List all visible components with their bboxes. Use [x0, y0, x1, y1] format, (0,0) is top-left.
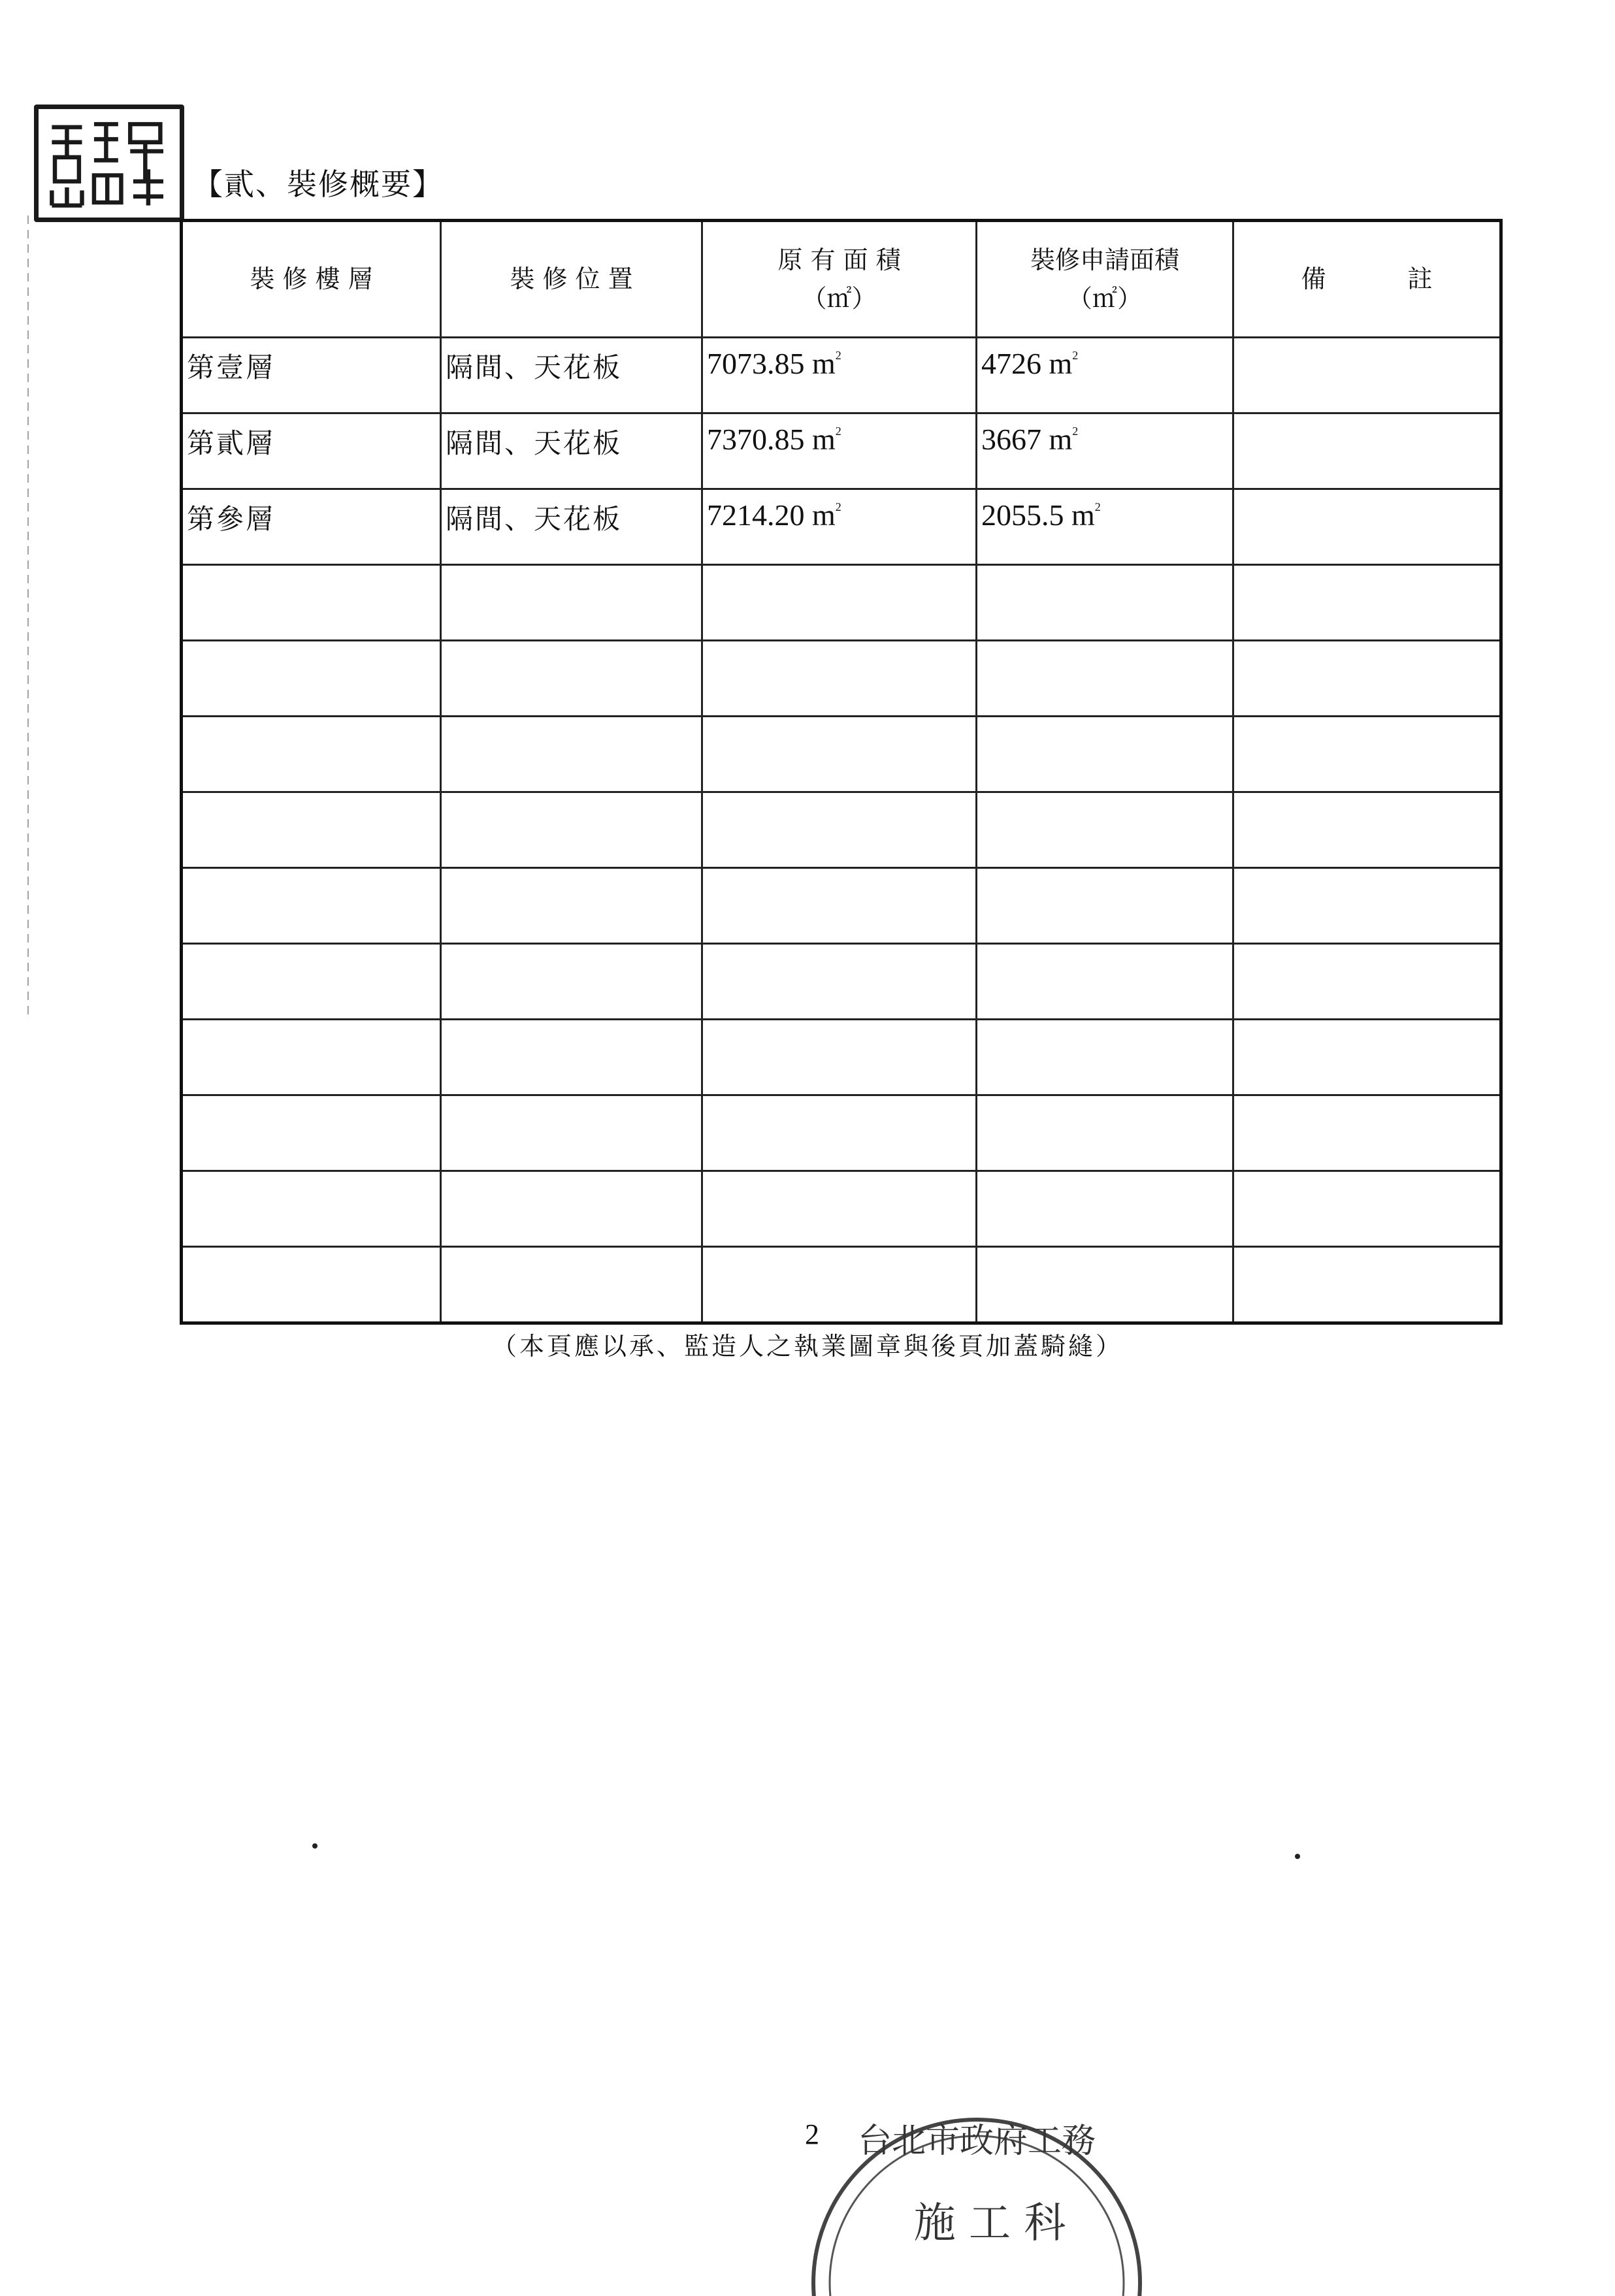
table-row-empty — [182, 868, 1501, 944]
area-unit-superscript: 2 — [835, 349, 841, 362]
original-area-value: 7073.85 m — [707, 347, 836, 380]
table-row-empty — [182, 792, 1501, 868]
cell-location — [441, 413, 702, 489]
binding-margin-mark — [27, 216, 29, 1019]
cell-floor — [182, 1020, 441, 1095]
cell-original-area — [702, 1247, 977, 1323]
remarks-value — [1234, 490, 1499, 498]
cell-original-area — [702, 868, 977, 944]
cell-original-area — [702, 944, 977, 1020]
area-unit-superscript: 2 — [1072, 349, 1079, 362]
page-number: 2 — [805, 2118, 819, 2150]
header-original-area-unit: （㎡） — [802, 283, 877, 313]
cell-applied-area — [977, 338, 1233, 413]
applied-area-value: 3667 m — [981, 423, 1073, 456]
cell-original-area — [702, 717, 977, 792]
cell-location — [441, 489, 702, 565]
cell-applied-area — [977, 413, 1233, 489]
cell-original-area — [702, 413, 977, 489]
cell-location — [441, 1247, 702, 1323]
table-row-empty — [182, 565, 1501, 641]
renovation-summary-table — [180, 219, 1503, 1325]
area-unit-superscript: 2 — [1094, 500, 1101, 513]
cell-original-area — [702, 1095, 977, 1171]
cell-original-area — [702, 641, 977, 717]
cell-floor — [182, 868, 441, 944]
table-row-empty — [182, 1020, 1501, 1095]
header-remarks-char-1: 備 — [1301, 265, 1326, 294]
cell-floor — [182, 641, 441, 717]
area-unit-superscript: 2 — [835, 500, 841, 513]
location-value: 隔間、天花板 — [446, 427, 623, 459]
seal-center-text: 施 工 科 — [913, 2199, 1066, 2248]
cell-applied-area — [977, 1095, 1233, 1171]
cell-location — [441, 641, 702, 717]
table-row-empty — [182, 641, 1501, 717]
cell-location — [441, 944, 702, 1020]
cell-applied-area — [977, 1247, 1233, 1323]
table-row — [182, 489, 1501, 565]
cell-original-area — [702, 1171, 977, 1247]
footer-note: （本頁應以承、監造人之執業圖章與後頁加蓋騎縫） — [491, 1332, 1123, 1361]
cell-location — [441, 1095, 702, 1171]
header-applied-area-unit: （㎡） — [1067, 283, 1142, 313]
header-original-area — [702, 221, 977, 338]
cell-remarks — [1233, 489, 1501, 565]
cell-floor — [182, 338, 441, 413]
original-area-value: 7370.85 m — [707, 423, 836, 456]
cell-remarks — [1233, 1247, 1501, 1323]
cell-remarks — [1233, 641, 1501, 717]
table-row-empty — [182, 1095, 1501, 1171]
remarks-value — [1234, 338, 1499, 346]
cell-location — [441, 868, 702, 944]
cell-original-area — [702, 1020, 977, 1095]
header-applied-area — [977, 221, 1233, 338]
scan-speck — [1295, 1854, 1300, 1859]
cell-applied-area — [977, 565, 1233, 641]
cell-floor — [182, 1247, 441, 1323]
cell-remarks — [1233, 717, 1501, 792]
seal-stamp — [34, 105, 184, 222]
original-area-value: 7214.20 m — [707, 498, 836, 532]
header-remarks — [1233, 221, 1501, 338]
cell-location — [441, 338, 702, 413]
table-row-empty — [182, 717, 1501, 792]
header-applied-area-label: 裝修申請面積 — [1030, 245, 1179, 274]
cell-floor — [182, 1171, 441, 1247]
cell-original-area — [702, 792, 977, 868]
applied-area-value: 2055.5 m — [981, 498, 1095, 532]
cell-remarks — [1233, 1171, 1501, 1247]
seal-stamp-glyphs — [39, 109, 180, 218]
table-header-row — [182, 221, 1501, 338]
cell-applied-area — [977, 641, 1233, 717]
cell-remarks — [1233, 792, 1501, 868]
remarks-value — [1234, 414, 1499, 422]
table-row-empty — [182, 1171, 1501, 1247]
table-row-empty — [182, 1247, 1501, 1323]
cell-location — [441, 565, 702, 641]
cell-remarks — [1233, 1095, 1501, 1171]
cell-location — [441, 792, 702, 868]
cell-applied-area — [977, 489, 1233, 565]
floor-value: 第參層 — [187, 503, 276, 535]
cell-floor — [182, 1095, 441, 1171]
cell-location — [441, 1171, 702, 1247]
renovation-summary-table-wrap — [180, 219, 1499, 1293]
area-unit-superscript: 2 — [835, 425, 841, 438]
cell-applied-area — [977, 1020, 1233, 1095]
cell-location — [441, 717, 702, 792]
scan-speck — [312, 1843, 318, 1849]
cell-floor — [182, 944, 441, 1020]
header-location — [441, 221, 702, 338]
cell-applied-area — [977, 717, 1233, 792]
table-row — [182, 413, 1501, 489]
cell-location — [441, 1020, 702, 1095]
cell-remarks — [1233, 565, 1501, 641]
cell-floor — [182, 717, 441, 792]
table-row — [182, 338, 1501, 413]
location-value: 隔間、天花板 — [446, 351, 623, 383]
floor-value: 第貳層 — [187, 427, 276, 459]
area-unit-superscript: 2 — [1072, 425, 1079, 438]
floor-value: 第壹層 — [187, 351, 276, 383]
cell-applied-area — [977, 868, 1233, 944]
location-value: 隔間、天花板 — [446, 503, 623, 535]
header-floor-label: 裝 修 樓 層 — [250, 265, 373, 294]
seal-top-text: 台北市政府工務 — [857, 2122, 1096, 2161]
cell-applied-area — [977, 792, 1233, 868]
header-floor — [182, 221, 441, 338]
section-title: 【貳、裝修概要】 — [193, 167, 444, 202]
cell-applied-area — [977, 944, 1233, 1020]
table-row-empty — [182, 944, 1501, 1020]
cell-remarks — [1233, 944, 1501, 1020]
cell-original-area — [702, 489, 977, 565]
cell-original-area — [702, 338, 977, 413]
header-location-label: 裝 修 位 置 — [510, 265, 633, 294]
cell-remarks — [1233, 1020, 1501, 1095]
cell-applied-area — [977, 1171, 1233, 1247]
cell-remarks — [1233, 338, 1501, 413]
cell-floor — [182, 413, 441, 489]
header-original-area-label: 原 有 面 積 — [777, 245, 901, 274]
applied-area-value: 4726 m — [981, 347, 1073, 380]
cell-floor — [182, 489, 441, 565]
cell-floor — [182, 792, 441, 868]
official-seal-graphic — [794, 2087, 1160, 2296]
header-remarks-char-2: 註 — [1407, 265, 1433, 294]
cell-remarks — [1233, 868, 1501, 944]
cell-original-area — [702, 565, 977, 641]
cell-remarks — [1233, 413, 1501, 489]
official-seal-stamp — [794, 2087, 1160, 2296]
cell-floor — [182, 565, 441, 641]
